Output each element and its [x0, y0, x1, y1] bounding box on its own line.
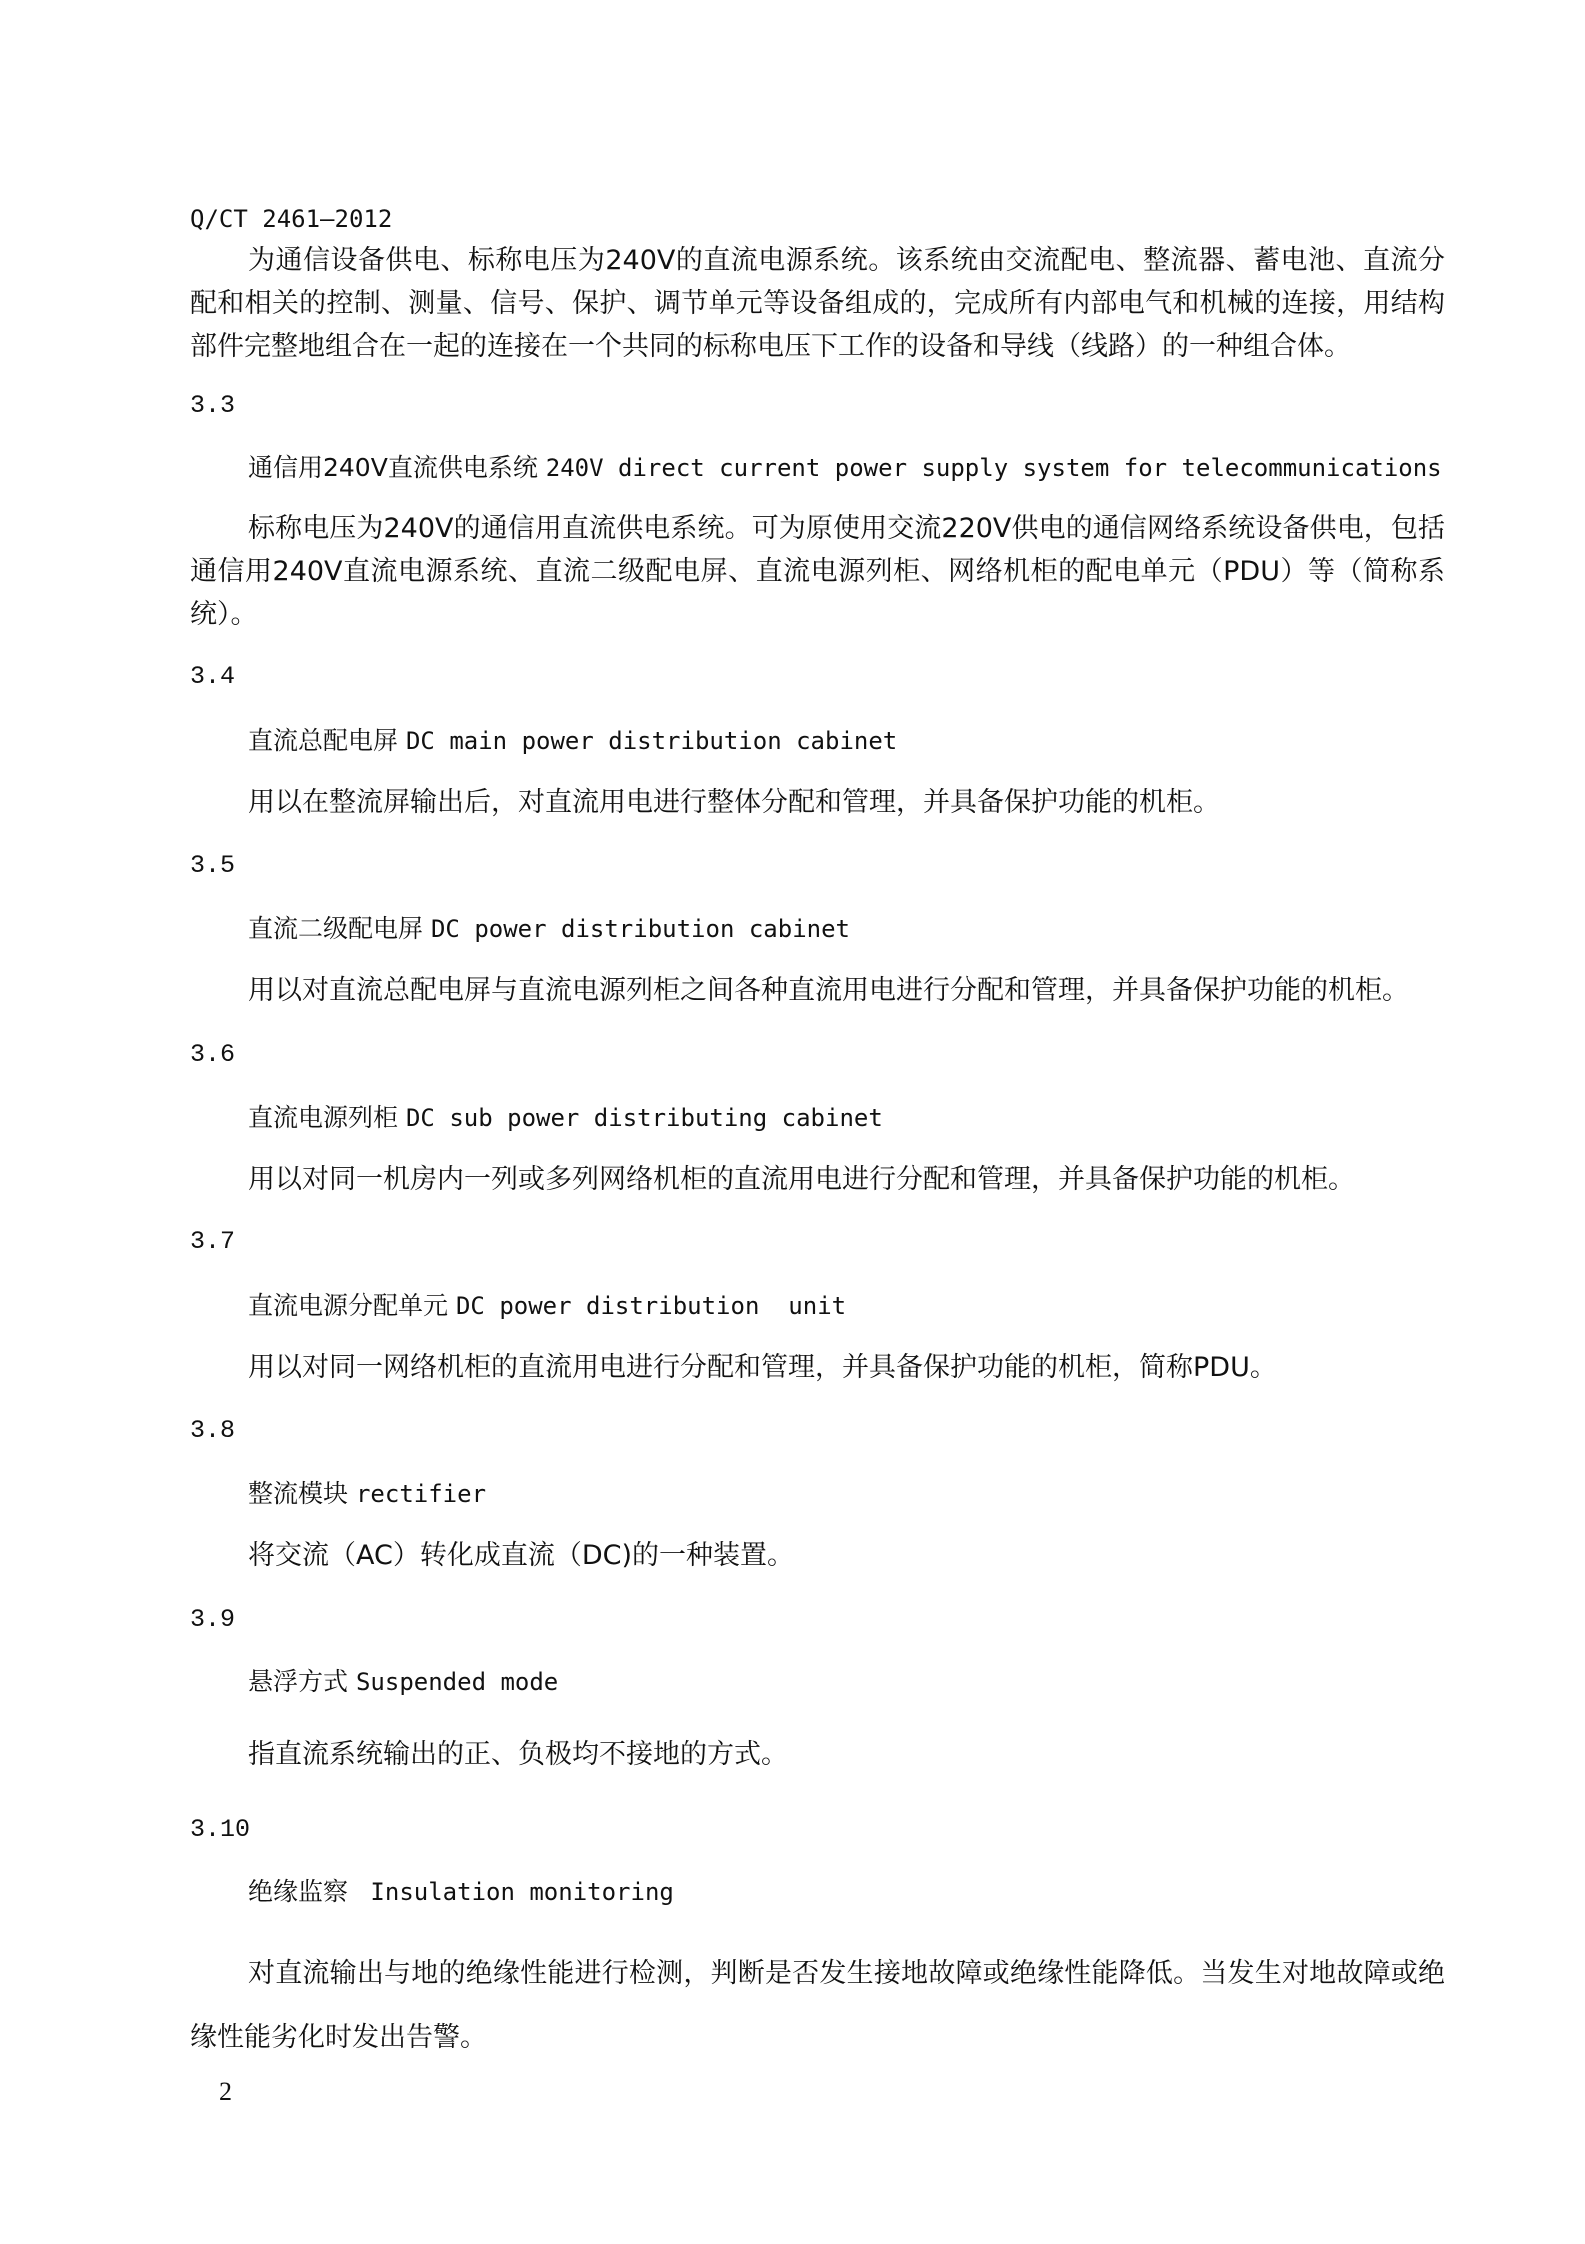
- term-en: DC power distribution unit: [455, 1292, 847, 1320]
- term-heading: [248, 1101, 883, 1135]
- section-number: 3.3: [190, 391, 236, 420]
- section-number: 3.10: [190, 1815, 251, 1844]
- section-number: 3.6: [190, 1040, 236, 1069]
- term-definition: 对直流输出与地的绝缘性能进行检测，判断是否发生接地故障或绝缘性能降低。当发生对地故障或绝缘性能劣化时发出告警。: [190, 1958, 1445, 2053]
- term-definition: 用以在整流屏输出后，对直流用电进行整体分配和管理，并具备保护功能的机柜。: [248, 787, 1220, 818]
- term-definition: 指直流系统输出的正、负极均不接地的方式。: [248, 1739, 788, 1770]
- term-cn: 整流模块: [248, 1479, 349, 1508]
- term-definition: 标称电压为240V的通信用直流供电系统。可为原使用交流220V供电的通信网络系统设备供电，包括通信用240V直流电源系统、直流二级配电屏、直流电源列柜、网络机柜的配电单元（PDU）等（简称系统）。: [190, 513, 1445, 630]
- page-number: 2: [219, 2077, 232, 2106]
- term-en: DC main power distribution cabinet: [405, 727, 898, 755]
- document-header: Q/CT 2461—2012: [190, 205, 393, 233]
- term-en: 240V direct current power supply system for telecommunications: [545, 454, 1442, 482]
- term-cn: 直流电源分配单元: [248, 1291, 449, 1320]
- term-cn: 直流二级配电屏: [248, 914, 424, 943]
- term-en: DC sub power distributing cabinet: [405, 1104, 883, 1132]
- term-heading: [248, 724, 897, 758]
- term-definition: 用以对直流总配电屏与直流电源列柜之间各种直流用电进行分配和管理，并具备保护功能的机柜。: [248, 975, 1409, 1006]
- section-number: 3.5: [190, 851, 236, 880]
- term-cn: 直流电源列柜: [248, 1103, 399, 1132]
- section-number: 3.7: [190, 1227, 236, 1256]
- intro-paragraph: 为通信设备供电、标称电压为240V的直流电源系统。该系统由交流配电、整流器、蓄电池、直流分配和相关的控制、测量、信号、保护、调节单元等设备组成的，完成所有内部电气和机械的连接，用结构部件完整地组合在一起的连接在一个共同的标称电压下工作的设备和导线（线路）的一种组合体。: [190, 245, 1445, 362]
- section-number: 3.9: [190, 1605, 236, 1634]
- term-en: DC power distribution cabinet: [430, 915, 850, 943]
- term-heading: [248, 1875, 674, 1909]
- term-heading: [248, 1665, 558, 1699]
- term-definition: 将交流（AC）转化成直流（DC)的一种装置。: [248, 1540, 795, 1571]
- section-number: 3.4: [190, 662, 236, 691]
- term-definition: 用以对同一机房内一列或多列网络机柜的直流用电进行分配和管理，并具备保护功能的机柜。: [248, 1164, 1355, 1195]
- term-heading: [248, 451, 1442, 485]
- term-en: rectifier: [355, 1480, 487, 1508]
- term-heading: [248, 1289, 846, 1323]
- section-number: 3.8: [190, 1416, 236, 1445]
- term-cn: 通信用240V直流供电系统: [248, 453, 538, 482]
- term-cn: 绝缘监察: [248, 1877, 349, 1906]
- term-en: Insulation monitoring: [355, 1878, 674, 1906]
- term-en: Suspended mode: [355, 1668, 559, 1696]
- term-cn: 悬浮方式: [248, 1667, 349, 1696]
- term-heading: [248, 912, 850, 946]
- term-cn: 直流总配电屏: [248, 726, 399, 755]
- term-definition: 用以对同一网络机柜的直流用电进行分配和管理，并具备保护功能的机柜，简称PDU。: [248, 1352, 1277, 1383]
- term-heading: [248, 1477, 486, 1511]
